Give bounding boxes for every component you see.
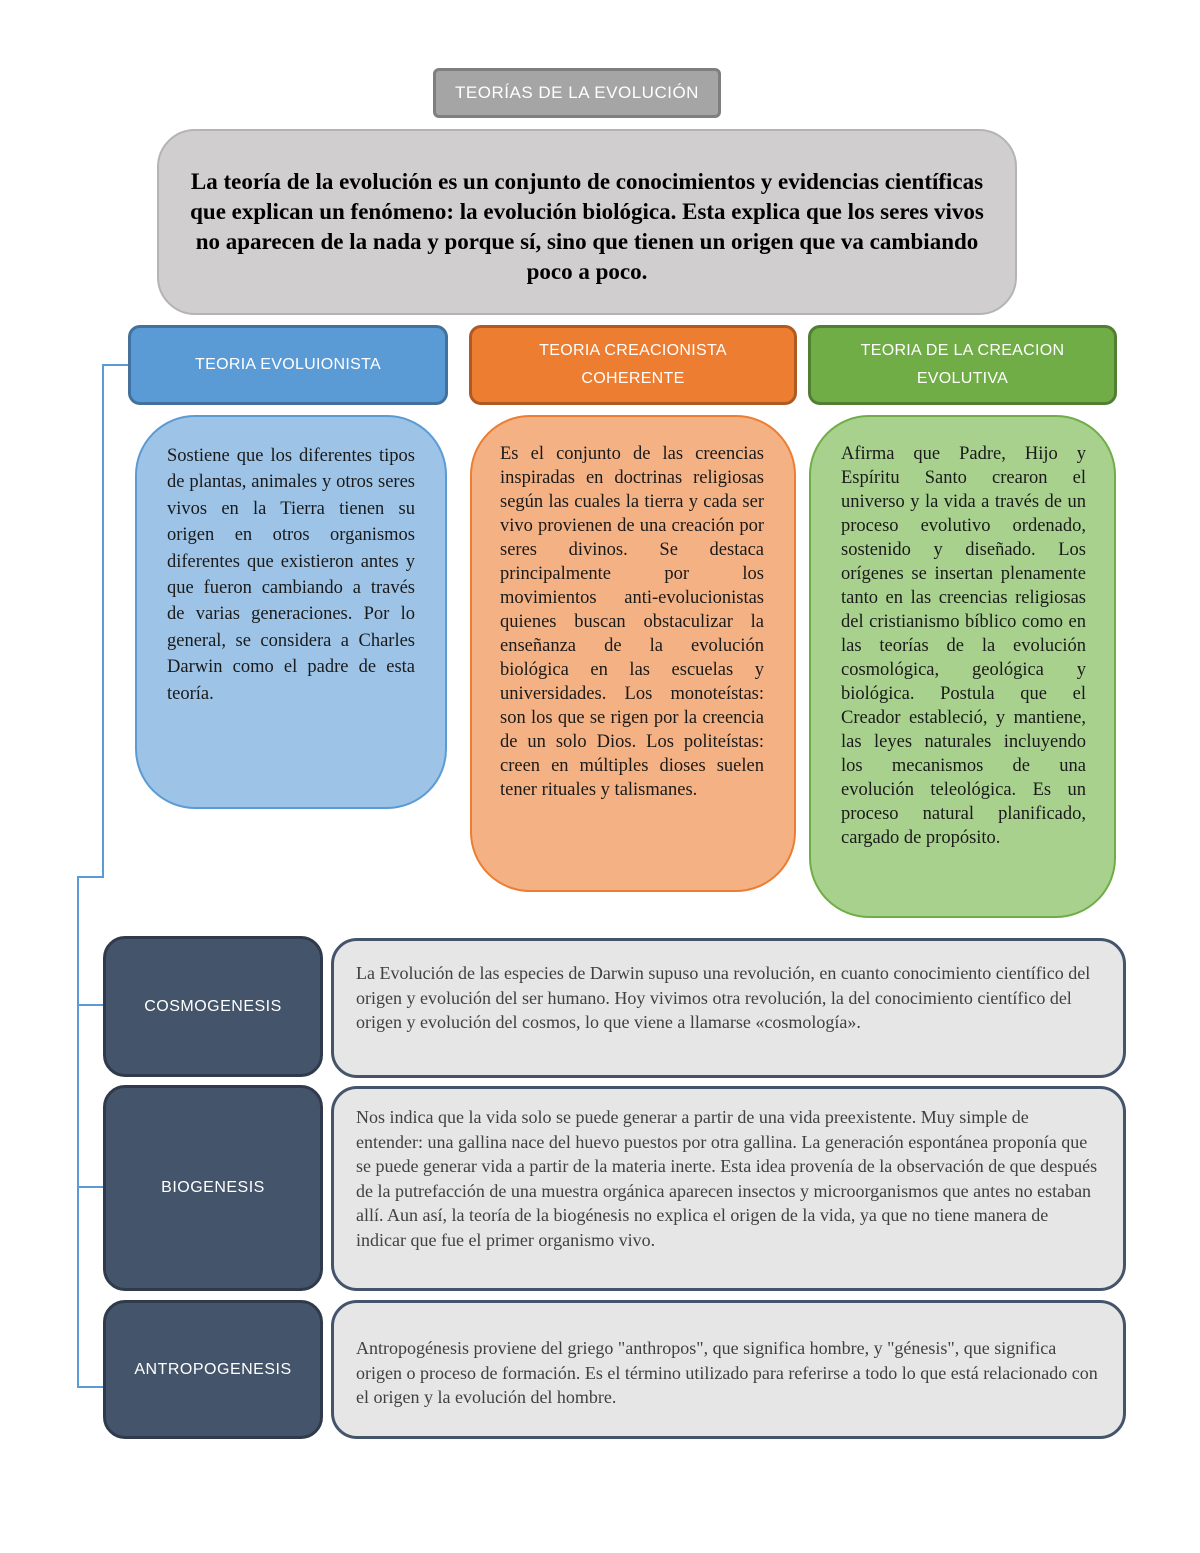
category-cosmogenesis-label: COSMOGENESIS: [103, 936, 323, 1077]
theory-evolutionary-creation-header: TEORIA DE LA CREACION EVOLUTIVA: [808, 325, 1117, 405]
category-antropogenesis-description: Antropogénesis proviene del griego "anthropos", que significa hombre, y "génesis", que significa origen o proceso de formación. Es el término utilizado para referirse a todo lo que está relacionado con el origen y la evolución del hombre.: [331, 1300, 1126, 1439]
connector-to-biogenesis: [77, 1186, 104, 1188]
diagram-title: TEORÍAS DE LA EVOLUCIÓN: [433, 68, 721, 118]
theory-evolutionary-creation-description: Afirma que Padre, Hijo y Espíritu Santo crearon el universo y la vida a través de un proceso evolutivo ordenado, sostenido y diseñado. Los orígenes se insertan plenamente tanto en las creencias religiosas del cristianismo bíblico como en las teorías de la evolución cosmológica, geológica y biológica. Postula que el Creador estableció, y mantiene, las leyes naturales incluyendo los mecanismos de una evolución teleológica. Es un proceso natural planificado, cargado de propósito.: [809, 415, 1116, 918]
category-biogenesis-description: Nos indica que la vida solo se puede generar a partir de una vida preexistente. Muy simple de entender: una gallina nace del huevo puestos por otra gallina. La generación espontánea proponía que se puede generar vida a partir de la materia inerte. Esta idea provenía de la observación de que después de la putrefacción de una muestra orgánica aparecen insectos y microorganismos que antes no estaban allí. Aun así, la teoría de la biogénesis no explica el origen de la vida, ya que no tiene manera de indicar que fue el primer organismo vivo.: [331, 1086, 1126, 1291]
connector-top-to-evolutionist: [102, 364, 129, 366]
category-cosmogenesis-description: La Evolución de las especies de Darwin supuso una revolución, en cuanto conocimiento científico del origen y evolución del ser humano. Hoy vivimos otra revolución, la del conocimiento científico del origen y evolución del cosmos, lo que viene a llamarse «cosmología».: [331, 938, 1126, 1078]
category-antropogenesis-label: ANTROPOGENESIS: [103, 1300, 323, 1439]
connector-vertical-lower: [77, 876, 79, 1388]
theory-evolutionist-description: Sostiene que los diferentes tipos de plantas, animales y otros seres vivos en la Tierra tienen su origen en otros organismos diferentes que existieron antes y que fueron cambiando a través de varias generaciones. Por lo general, se considera a Charles Darwin como el padre de esta teoría.: [135, 415, 447, 809]
theory-creationist-description: Es el conjunto de las creencias inspiradas en doctrinas religiosas según las cuales la tierra y cada ser vivo provienen de una creación por seres divinos. Se destaca principalmente por los movimientos anti-evolucionistas quienes buscan obstaculizar la enseñanza de la evolución biológica en las escuelas y universidades. Los monoteístas: son los que se rigen por la creencia de un solo Dios. Los politeístas: creen en múltiples dioses suelen tener rituales y talismanes.: [470, 415, 796, 892]
connector-vertical-upper: [102, 364, 104, 878]
connector-to-cosmogenesis: [77, 1004, 104, 1006]
connector-to-antropogenesis: [77, 1386, 104, 1388]
connector-step: [77, 876, 104, 878]
theory-creationist-header: TEORIA CREACIONISTA COHERENTE: [469, 325, 797, 405]
category-biogenesis-label: BIOGENESIS: [103, 1085, 323, 1291]
intro-box: La teoría de la evolución es un conjunto de conocimientos y evidencias científicas que explican un fenómeno: la evolución biológica. Esta explica que los seres vivos no aparecen de la nada y porque sí, sino que tienen un origen que va cambiando poco a poco.: [157, 129, 1017, 315]
theory-evolutionist-header: TEORIA EVOLUIONISTA: [128, 325, 448, 405]
